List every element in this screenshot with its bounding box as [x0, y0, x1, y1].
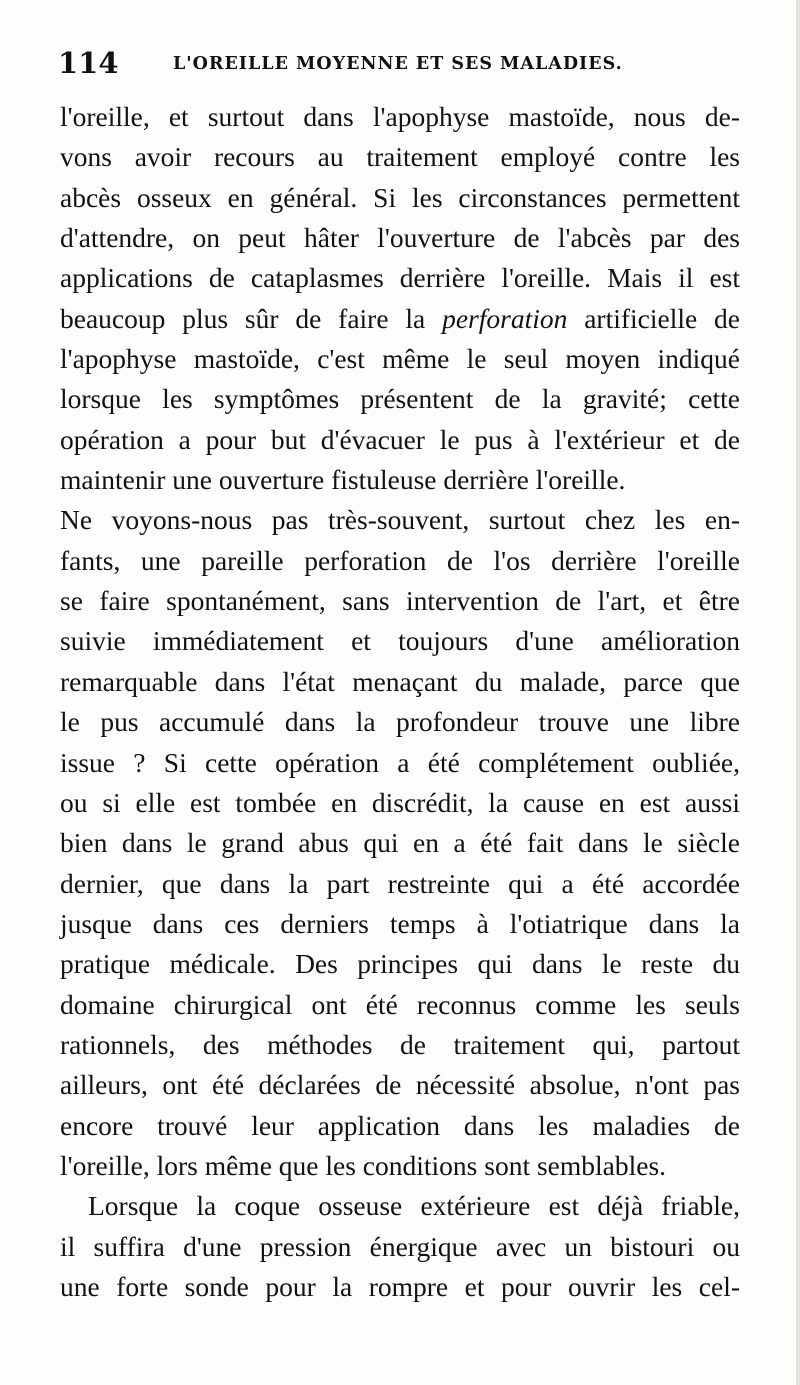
text-line: bien dans le grand abus qui en a été fait dans le siècle: [60, 827, 740, 859]
text-line: maintenir une ouverture fistuleuse derrière l'oreille.: [60, 464, 626, 496]
text-line: fants, une pareille perforation de l'os derrière l'oreille: [60, 544, 740, 576]
text-line: vons avoir recours au traitement employé contre les: [60, 141, 740, 173]
text-line: issue ? Si cette opération a été complétement oubliée,: [60, 746, 740, 778]
text-line: lorsque les symptômes présentent de la gravité; cette: [60, 383, 740, 415]
text-line: applications de cataplasmes derrière l'oreille. Mais il est: [60, 262, 740, 294]
running-title: L'OREILLE MOYENNE ET SES MALADIES.: [173, 54, 623, 74]
text-line: le pus accumulé dans la profondeur trouve une libre: [60, 706, 740, 738]
italic-term: perforation: [442, 302, 568, 334]
text-line: abcès osseux en général. Si les circonstances permettent: [60, 181, 740, 213]
text-line: remarquable dans l'état menaçant du malade, parce que: [60, 665, 740, 697]
text-line: jusque dans ces derniers temps à l'otiatrique dans la: [60, 907, 740, 939]
running-head: [58, 42, 748, 82]
text-line: rationnels, des méthodes de traitement qui, partout: [60, 1028, 740, 1060]
text-line: Ne voyons-nous pas très-souvent, surtout chez les en-: [60, 504, 740, 536]
text-line: l'apophyse mastoïde, c'est même le seul moyen indiqué: [60, 343, 740, 375]
text-line: une forte sonde pour la rompre et pour ouvrir les cel-: [60, 1270, 740, 1302]
text-line: opération a pour but d'évacuer le pus à l'extérieur et de: [60, 423, 740, 455]
page-edge-shadow: [796, 0, 800, 1385]
page-number: 114: [58, 46, 119, 80]
text-line: pratique médicale. Des principes qui dans le reste du: [60, 948, 740, 980]
text-line-with-italic: [60, 299, 740, 339]
text-line: se faire spontanément, sans intervention de l'art, et être: [60, 585, 740, 617]
text-segment: beaucoup plus sûr de faire la: [60, 302, 443, 334]
text-line: suivie immédiatement et toujours d'une amélioration: [60, 625, 740, 657]
text-line: dernier, que dans la part restreinte qui a été accordée: [60, 867, 740, 899]
text-line: encore trouvé leur application dans les maladies de: [60, 1109, 740, 1141]
text-line: ou si elle est tombée en discrédit, la cause en est aussi: [60, 786, 740, 818]
text-line: ailleurs, ont été déclarées de nécessité absolue, n'ont pas: [60, 1069, 740, 1101]
body-text: [60, 97, 740, 1307]
text-line: Lorsque la coque osseuse extérieure est déjà friable,: [88, 1190, 740, 1222]
text-line: d'attendre, on peut hâter l'ouverture de l'abcès par des: [60, 222, 740, 254]
text-line: il suffira d'une pression énergique avec un bistouri ou: [60, 1230, 740, 1262]
text-line: domaine chirurgical ont été reconnus comme les seuls: [60, 988, 740, 1020]
text-line: l'oreille, et surtout dans l'apophyse mastoïde, nous de-: [60, 101, 740, 132]
text-line: l'oreille, lors même que les conditions sont semblables.: [60, 1149, 667, 1181]
text-segment: artificielle de: [567, 302, 740, 334]
